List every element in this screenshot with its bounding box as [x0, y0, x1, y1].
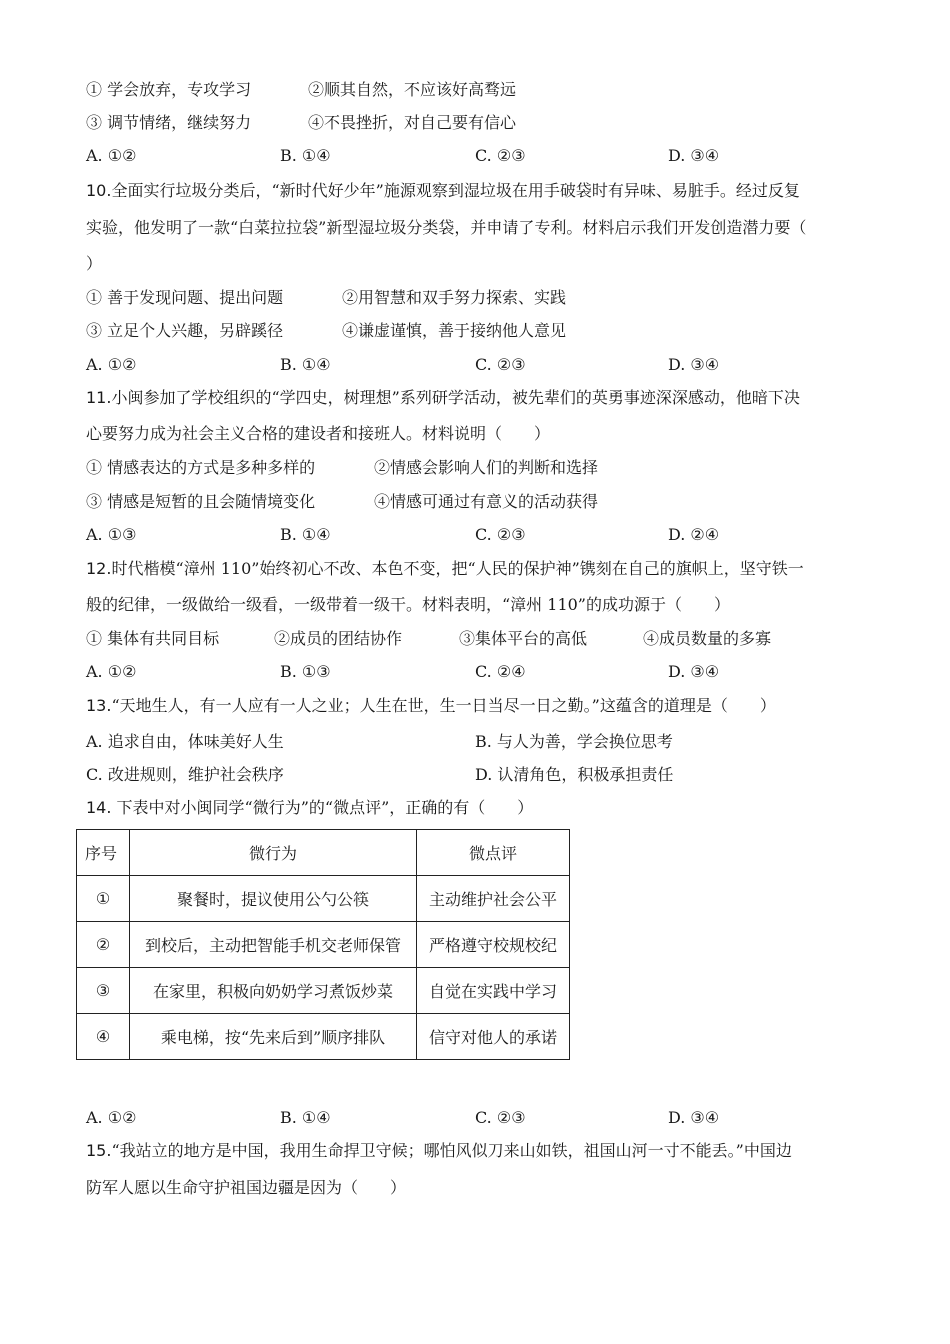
q14-row-3-behavior: 在家里，积极向奶奶学习煮饭炒菜: [130, 968, 417, 1014]
q10-statement-4: ④谦虚谨慎，善于接纳他人意见: [342, 321, 567, 340]
q14-number: 14.: [86, 798, 112, 817]
q14-table-header: [77, 830, 570, 876]
table-row: [77, 968, 570, 1014]
q12-choice-d: D. ③④: [668, 662, 720, 681]
q12-choice-a: A. ①②: [86, 662, 137, 681]
q14-row-1-comment: 主动维护社会公平: [417, 876, 570, 922]
q12-stem-line-1: [86, 559, 804, 579]
q15-stem-text-1: “我站立的地方是中国，我用生命捍卫守候；哪怕风似刀来山如铁，祖国山河一寸不能丢。”中国边: [111, 1141, 792, 1160]
q12-stem-line-2: 般的纪律，一级做给一级看，一级带着一级干。材料表明，“漳州 110”的成功源于（ ）: [86, 595, 730, 614]
q13-choice-a: A. 追求自由，体味美好人生: [86, 732, 284, 751]
q11-choice-d: D. ②④: [668, 525, 720, 544]
q14-choice-b: B. ①④: [280, 1108, 331, 1127]
q10-stem-text-1: 全面实行垃圾分类后，“新时代好少年”施源观察到湿垃圾在用手破袋时有异味、易脏手。经过反复: [111, 181, 800, 200]
q14-choice-a: A. ①②: [86, 1108, 137, 1127]
q9-choice-b: B. ①④: [280, 146, 331, 165]
q10-stem-line-1: [86, 181, 800, 201]
q12-stem-text-1: 时代楷模“漳州 110”始终初心不改、本色不变，把“人民的保护神”镌刻在自己的旗帜上，坚守铁一: [111, 559, 804, 578]
q9-statement-1: ① 学会放弃，专攻学习: [86, 80, 252, 99]
q10-choice-c: C. ②③: [475, 355, 526, 374]
q11-stem-text-1: 小闽参加了学校组织的“学四史，树理想”系列研学活动，被先辈们的英勇事迹深深感动，他暗下决: [111, 388, 800, 407]
q10-choice-d: D. ③④: [668, 355, 720, 374]
q14-row-4-index: ④: [77, 1014, 130, 1060]
q12-choice-b: B. ①③: [280, 662, 331, 681]
q11-stem-line-1: [86, 388, 800, 408]
q10-statement-3: ③ 立足个人兴趣，另辟蹊径: [86, 321, 284, 340]
q13-stem: [86, 696, 776, 716]
q9-statement-4: ④不畏挫折，对自己要有信心: [308, 113, 517, 132]
q10-number: 10.: [86, 181, 112, 200]
q14-header-behavior: 微行为: [130, 830, 417, 876]
q14-row-1-index: ①: [77, 876, 130, 922]
q9-choice-a: A. ①②: [86, 146, 137, 165]
q11-statement-3: ③ 情感是短暂的且会随情境变化: [86, 492, 316, 511]
q10-choice-a: A. ①②: [86, 355, 137, 374]
table-row: [77, 876, 570, 922]
q11-statement-2: ②情感会影响人们的判断和选择: [374, 458, 599, 477]
q11-statement-4: ④情感可通过有意义的活动获得: [374, 492, 599, 511]
q14-header-index: 序号: [77, 830, 130, 876]
q14-row-2-comment: 严格遵守校规校纪: [417, 922, 570, 968]
q15-stem-line-1: [86, 1141, 792, 1161]
q13-stem-text: “天地生人，有一人应有一人之业；人生在世，生一日当尽一日之勤。”这蕴含的道理是（ ）: [111, 696, 776, 715]
q12-statement-4: ④成员数量的多寡: [643, 629, 772, 648]
table-row: [77, 1014, 570, 1060]
q11-choice-b: B. ①④: [280, 525, 331, 544]
q14-row-2-index: ②: [77, 922, 130, 968]
q14-row-3-comment: 自觉在实践中学习: [417, 968, 570, 1014]
q10-stem-line-3: ）: [86, 254, 103, 273]
q14-stem: [86, 798, 533, 818]
q13-choice-b: B. 与人为善，学会换位思考: [475, 732, 673, 751]
q9-choice-d: D. ③④: [668, 146, 720, 165]
q9-statement-2: ②顺其自然，不应该好高骛远: [308, 80, 517, 99]
table-row: [77, 922, 570, 968]
q12-number: 12.: [86, 559, 112, 578]
q10-stem-line-2: 实验，他发明了一款“白菜拉拉袋”新型湿垃圾分类袋，并申请了专利。材料启示我们开发创造潜力要（: [86, 218, 807, 237]
q14-row-1-behavior: 聚餐时，提议使用公勺公筷: [130, 876, 417, 922]
q12-statement-1: ① 集体有共同目标: [86, 629, 220, 648]
q12-statement-3: ③集体平台的高低: [459, 629, 588, 648]
q13-choice-d: D. 认清角色，积极承担责任: [475, 765, 674, 784]
q11-choice-a: A. ①③: [86, 525, 137, 544]
q14-choice-d: D. ③④: [668, 1108, 720, 1127]
q14-row-3-index: ③: [77, 968, 130, 1014]
q14-choice-c: C. ②③: [475, 1108, 526, 1127]
q10-statement-1: ① 善于发现问题、提出问题: [86, 288, 284, 307]
q9-statement-3: ③ 调节情绪，继续努力: [86, 113, 252, 132]
q13-number: 13.: [86, 696, 112, 715]
q13-choice-c: C. 改进规则，维护社会秩序: [86, 765, 284, 784]
q14-row-4-comment: 信守对他人的承诺: [417, 1014, 570, 1060]
q14-table: [76, 829, 570, 1060]
q11-number: 11.: [86, 388, 112, 407]
q9-choice-c: C. ②③: [475, 146, 526, 165]
q10-statement-2: ②用智慧和双手努力探索、实践: [342, 288, 567, 307]
q14-stem-text: 下表中对小闽同学“微行为”的“微点评”，正确的有（ ）: [116, 798, 534, 817]
q12-choice-c: C. ②④: [475, 662, 526, 681]
q15-number: 15.: [86, 1141, 112, 1160]
q15-stem-line-2: 防军人愿以生命守护祖国边疆是因为（ ）: [86, 1178, 407, 1197]
q12-statement-2: ②成员的团结协作: [274, 629, 403, 648]
q11-stem-line-2: 心要努力成为社会主义合格的建设者和接班人。材料说明（ ）: [86, 424, 551, 443]
q14-header-comment: 微点评: [417, 830, 570, 876]
q10-choice-b: B. ①④: [280, 355, 331, 374]
q11-statement-1: ① 情感表达的方式是多种多样的: [86, 458, 316, 477]
q11-choice-c: C. ②③: [475, 525, 526, 544]
q14-row-4-behavior: 乘电梯，按“先来后到”顺序排队: [130, 1014, 417, 1060]
q14-row-2-behavior: 到校后，主动把智能手机交老师保管: [130, 922, 417, 968]
